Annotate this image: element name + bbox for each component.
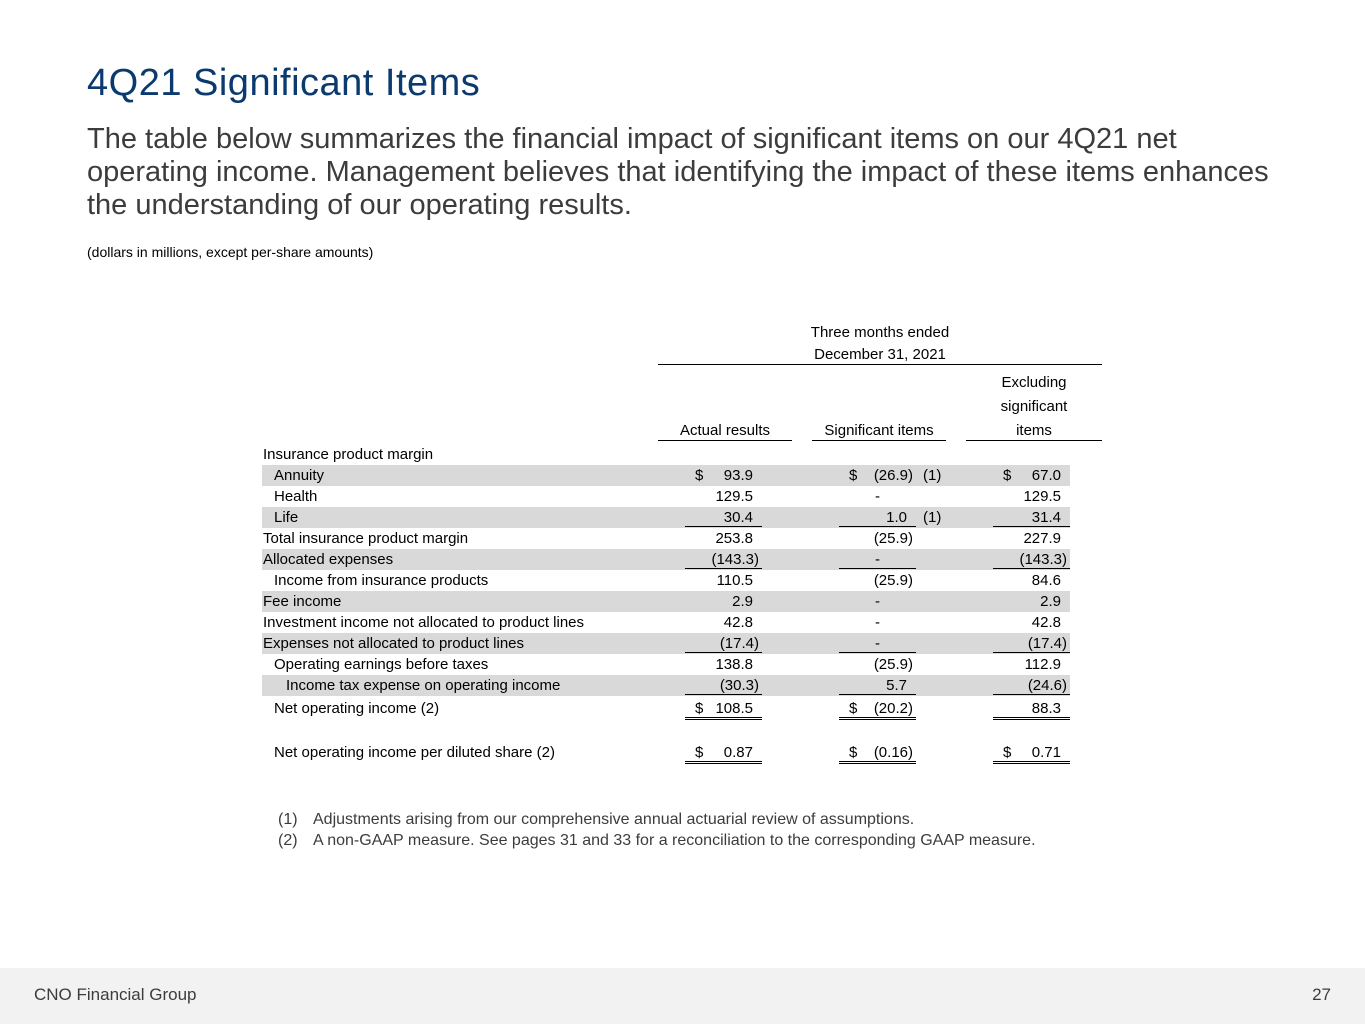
col-excluding-rule — [966, 440, 1102, 441]
excluding-cell — [993, 698, 1070, 720]
excluding-cell — [993, 612, 1070, 631]
actual-cell — [685, 742, 762, 764]
significant-cell — [839, 675, 916, 695]
currency-symbol: $ — [1003, 744, 1012, 761]
significant-value: 5.7 — [886, 677, 907, 694]
row-label: Total insurance product margin — [263, 530, 469, 547]
excluding-value: 0.71 — [1031, 744, 1061, 761]
excluding-value: (24.6) — [1027, 677, 1067, 694]
significant-value: (25.9) — [873, 656, 913, 673]
actual-value: 2.9 — [732, 593, 753, 610]
significant-cell — [839, 549, 916, 569]
excluding-cell — [993, 591, 1070, 610]
table-row — [262, 528, 1070, 549]
excluding-cell — [993, 528, 1070, 547]
table-row — [262, 549, 1070, 570]
row-label: Expenses not allocated to product lines — [263, 635, 524, 652]
significant-cell — [839, 742, 916, 764]
actual-cell — [685, 698, 762, 720]
actual-cell — [685, 633, 762, 653]
significant-value: (20.2) — [873, 700, 913, 717]
table-row — [262, 654, 1070, 675]
excluding-cell — [993, 742, 1070, 764]
significant-cell — [839, 633, 916, 653]
significant-value: - — [875, 614, 880, 631]
footnote — [278, 830, 1036, 851]
significant-value: (25.9) — [873, 530, 913, 547]
significant-value: - — [875, 593, 880, 610]
significant-cell — [839, 654, 916, 673]
excluding-value: 88.3 — [1031, 700, 1061, 717]
col-significant-header: Significant items — [824, 422, 934, 439]
row-label: Annuity — [274, 467, 325, 484]
period-header-rule — [658, 364, 1102, 365]
actual-cell — [685, 528, 762, 547]
row-label: Net operating income (2) — [274, 700, 440, 717]
footer-company: CNO Financial Group — [34, 985, 197, 1004]
actual-value: 138.8 — [715, 656, 753, 673]
col-excluding-line2: significant — [1000, 398, 1068, 415]
table-row — [262, 742, 1070, 763]
row-label: Investment income not allocated to product lines — [263, 614, 585, 631]
currency-symbol: $ — [695, 744, 704, 761]
row-label: Health — [274, 488, 318, 505]
page-title: 4Q21 Significant Items — [87, 62, 481, 104]
actual-value: 93.9 — [723, 467, 753, 484]
excluding-value: 2.9 — [1040, 593, 1061, 610]
significant-cell — [839, 465, 916, 484]
excluding-value: (17.4) — [1027, 635, 1067, 652]
actual-value: (143.3) — [711, 551, 759, 568]
currency-symbol: $ — [1003, 467, 1012, 484]
table-row — [262, 507, 1070, 528]
actual-value: 108.5 — [715, 700, 753, 717]
significant-value: (25.9) — [873, 572, 913, 589]
col-excluding-line3: items — [1016, 422, 1052, 439]
actual-cell — [685, 675, 762, 695]
significant-value: (0.16) — [873, 744, 913, 761]
excluding-value: 42.8 — [1031, 614, 1061, 631]
actual-value: 129.5 — [715, 488, 753, 505]
excluding-value: 67.0 — [1031, 467, 1061, 484]
excluding-cell — [993, 486, 1070, 505]
actual-cell — [685, 570, 762, 589]
significant-value: (26.9) — [873, 467, 913, 484]
excluding-cell — [993, 570, 1070, 589]
period-header-line1: Three months ended — [810, 324, 950, 341]
excluding-value: (143.3) — [1019, 551, 1067, 568]
row-label: Life — [274, 509, 299, 526]
excluding-value: 84.6 — [1031, 572, 1061, 589]
actual-value: 42.8 — [723, 614, 753, 631]
excluding-value: 31.4 — [1031, 509, 1061, 526]
significant-cell — [839, 486, 916, 505]
excluding-cell — [993, 507, 1070, 527]
actual-cell — [685, 591, 762, 610]
table-row — [262, 698, 1070, 719]
excluding-value: 112.9 — [1024, 656, 1061, 673]
excluding-cell — [993, 654, 1070, 673]
actual-value: (30.3) — [719, 677, 759, 694]
footer-bar — [0, 968, 1365, 1024]
actual-value: (17.4) — [719, 635, 759, 652]
footnote-number: (1) — [278, 811, 298, 828]
col-significant-rule — [812, 440, 946, 441]
excluding-cell — [993, 465, 1070, 484]
significant-value: - — [875, 551, 880, 568]
row-label: Fee income — [263, 593, 342, 610]
actual-value: 0.87 — [723, 744, 753, 761]
currency-symbol: $ — [849, 744, 858, 761]
currency-symbol: $ — [849, 467, 858, 484]
actual-cell — [685, 486, 762, 505]
page-number: 27 — [1312, 985, 1331, 1004]
footnote-ref: (1) — [923, 509, 942, 526]
actual-value: 30.4 — [723, 509, 753, 526]
footnote-text: Adjustments arising from our comprehensive annual actuarial review of assumptions. — [313, 811, 915, 828]
intro-paragraph: The table below summarizes the financial impact of significant items on our 4Q21 net operating income. Management believes that identifying the impact of these items enhances the understanding of our operating results. — [87, 123, 1269, 221]
excluding-cell — [993, 633, 1070, 653]
row-label: Allocated expenses — [263, 551, 394, 568]
excluding-cell — [993, 549, 1070, 569]
col-actual-rule — [658, 440, 792, 441]
row-label: Operating earnings before taxes — [274, 656, 489, 673]
footnote-text: A non-GAAP measure. See pages 31 and 33 for a reconciliation to the corresponding GAAP measure. — [313, 832, 1036, 849]
significant-cell — [839, 507, 916, 527]
significant-cell — [839, 591, 916, 610]
table-row — [262, 612, 1070, 633]
actual-cell — [685, 507, 762, 527]
significant-cell — [839, 698, 916, 720]
significant-cell — [839, 612, 916, 631]
row-label: Income tax expense on operating income — [286, 677, 561, 694]
significant-value: - — [875, 635, 880, 652]
col-excluding-line1: Excluding — [1001, 374, 1067, 391]
actual-cell — [685, 465, 762, 484]
table-row — [262, 675, 1070, 696]
significant-value: - — [875, 488, 880, 505]
table-row — [262, 465, 1070, 486]
footnote-number: (2) — [278, 832, 298, 849]
footnotes — [278, 809, 1036, 851]
significant-value: 1.0 — [886, 509, 907, 526]
table-row — [262, 591, 1070, 612]
row-label: Net operating income per diluted share (2) — [274, 744, 555, 761]
table-row — [262, 486, 1070, 507]
col-actual-header: Actual results — [679, 422, 771, 439]
excluding-cell — [993, 675, 1070, 695]
footnote — [278, 809, 1036, 830]
section-header-row — [262, 444, 1070, 465]
actual-cell — [685, 612, 762, 631]
actual-value: 253.8 — [715, 530, 753, 547]
excluding-value: 227.9 — [1023, 530, 1061, 547]
table-row — [262, 570, 1070, 591]
currency-symbol: $ — [695, 700, 704, 717]
currency-symbol: $ — [849, 700, 858, 717]
actual-value: 110.5 — [716, 572, 753, 589]
actual-cell — [685, 654, 762, 673]
significant-cell — [839, 570, 916, 589]
section-header-label: Insurance product margin — [263, 446, 434, 463]
currency-symbol: $ — [695, 467, 704, 484]
significant-cell — [839, 528, 916, 547]
row-label: Income from insurance products — [274, 572, 489, 589]
footnote-ref: (1) — [923, 467, 942, 484]
table-row — [262, 633, 1070, 654]
actual-cell — [685, 549, 762, 569]
excluding-value: 129.5 — [1023, 488, 1061, 505]
period-header-line2: December 31, 2021 — [814, 346, 946, 363]
units-note: (dollars in millions, except per-share amounts) — [87, 244, 374, 260]
